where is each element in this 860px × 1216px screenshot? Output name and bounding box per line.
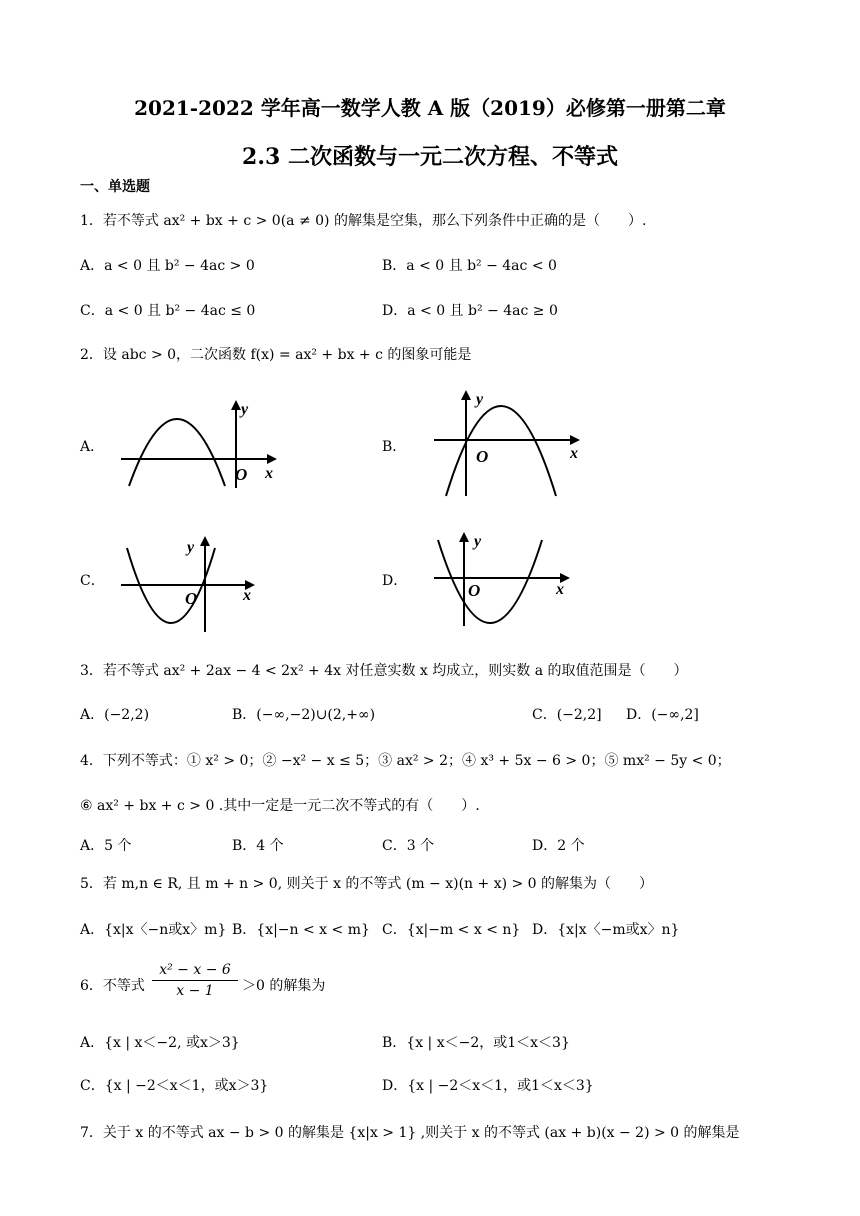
q6-option-c: C．{x | −2＜x＜1，或x＞3} — [80, 1078, 269, 1094]
q2-d-x-label: x — [556, 581, 564, 598]
q2-b-y-label: y — [476, 391, 484, 408]
q4-option-c: C．3 个 — [382, 838, 435, 854]
q2-graph-b — [430, 382, 600, 500]
q2-b-x-label: x — [570, 445, 578, 462]
q4-option-b: B．4 个 — [232, 838, 284, 854]
q2-b-origin-label: O — [476, 447, 489, 466]
q2-c-y-label: y — [187, 539, 195, 556]
q5-option-a: A．{x|x〈−n或x〉m} — [80, 922, 227, 938]
section-heading: 一、单选题 — [80, 179, 150, 195]
q6-option-d: D．{x | −2＜x＜1，或1＜x＜3} — [382, 1078, 594, 1094]
q5-option-b: B．{x|−n < x < m} — [232, 922, 370, 938]
q2-stem: 2．设 abc > 0，二次函数 f(x) = ax² + bx + c 的图象可能是 — [80, 347, 472, 363]
q1-option-c: C．a < 0 且 b² − 4ac ≤ 0 — [80, 303, 256, 319]
q1-option-a: A．a < 0 且 b² − 4ac > 0 — [80, 258, 255, 274]
q5-option-d: D．{x|x〈−m或x〉n} — [532, 922, 680, 938]
q4-stem-line1: 4．下列不等式：① x² > 0；② −x² − x ≤ 5；③ ax² > 2；④ x³ + 5x − 6 > 0；⑤ mx² − 5y < 0； — [80, 753, 731, 769]
q1-option-d: D．a < 0 且 b² − 4ac ≥ 0 — [382, 303, 558, 319]
q2-c-x-label: x — [243, 587, 251, 604]
q6-stem-suffix: ＞0 的解集为 — [242, 978, 326, 994]
q1-stem: 1．若不等式 ax² + bx + c > 0(a ≠ 0) 的解集是空集，那么下列条件中正确的是（ ）. — [80, 213, 647, 229]
q5-option-c: C．{x|−m < x < n} — [382, 922, 521, 938]
q5-stem: 5．若 m,n ∈ R, 且 m + n > 0, 则关于 x 的不等式 (m − x)(n + x) > 0 的解集为（ ） — [80, 876, 654, 892]
q2-d-y-label: y — [474, 533, 482, 550]
q6-numerator: x² − x − 6 — [152, 962, 238, 981]
q3-option-a: A．(−2,2) — [80, 707, 150, 723]
q2-d-origin-label: O — [468, 581, 481, 600]
page-subtitle: 2.3 二次函数与一元二次方程、不等式 — [242, 144, 618, 170]
q3-stem: 3．若不等式 ax² + 2ax − 4 < 2x² + 4x 对任意实数 x 均成立，则实数 a 的取值范围是（ ） — [80, 663, 688, 679]
q1-option-b: B．a < 0 且 b² − 4ac < 0 — [382, 258, 557, 274]
q3-option-d: D．(−∞,2] — [626, 707, 699, 723]
q2-graph-d — [430, 526, 590, 630]
q6-option-b: B．{x | x＜−2，或1＜x＜3} — [382, 1035, 570, 1051]
q2-option-c-label: C． — [80, 573, 105, 589]
q2-c-origin-label: O — [185, 589, 198, 608]
q2-a-origin-label: O — [235, 465, 248, 484]
q6-option-a: A．{x | x＜−2, 或x＞3} — [80, 1035, 240, 1051]
q4-stem-line2: ⑥ ax² + bx + c > 0 .其中一定是一元二次不等式的有（ ）. — [80, 798, 480, 814]
q6-stem-prefix: 6．不等式 — [80, 978, 145, 994]
q6-denominator: x − 1 — [176, 983, 214, 999]
q2-a-x-label: x — [265, 465, 273, 482]
q6-fraction — [152, 962, 238, 999]
q2-option-a-label: A． — [80, 439, 105, 455]
q4-option-a: A．5 个 — [80, 838, 132, 854]
page-title: 2021-2022 学年高一数学人教 A 版（2019）必修第一册第二章 — [134, 96, 726, 120]
q2-graph-c — [115, 528, 275, 636]
q2-a-y-label: y — [241, 401, 249, 418]
q4-option-d: D．2 个 — [532, 838, 585, 854]
q7-stem: 7．关于 x 的不等式 ax − b > 0 的解集是 {x|x > 1} ,则关于 x 的不等式 (ax + b)(x − 2) > 0 的解集是 — [80, 1125, 740, 1141]
q3-option-c: C．(−2,2] — [532, 707, 602, 723]
q2-option-b-label: B． — [382, 439, 407, 455]
q3-option-b: B．(−∞,−2)∪(2,+∞) — [232, 707, 376, 723]
q2-option-d-label: D． — [382, 573, 408, 589]
q2-graph-a — [115, 392, 285, 492]
